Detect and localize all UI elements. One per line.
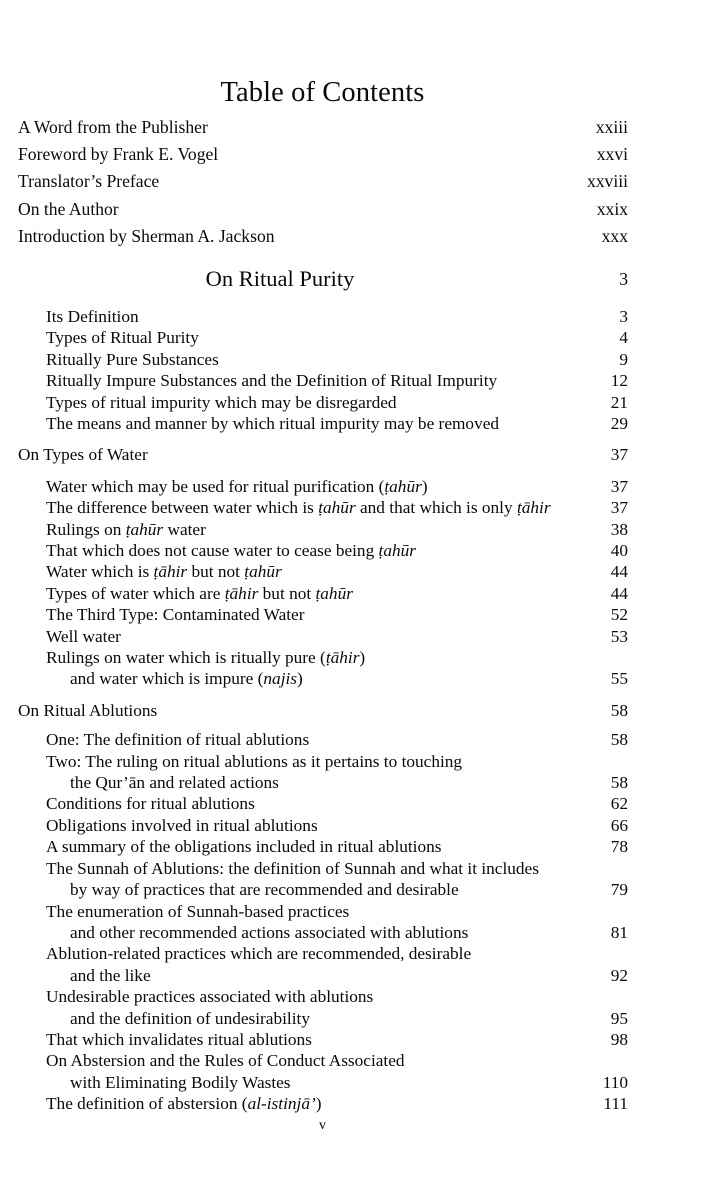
toc-entry-label: Well water <box>46 626 121 646</box>
toc-entry-label: Rulings on ṭahūr water <box>46 519 206 539</box>
toc-entry-label: On the Author <box>18 198 119 219</box>
toc-entry-term: ṭahūr <box>378 541 416 560</box>
toc-entry-label: Water which is ṭāhir but not ṭahūr <box>46 562 282 582</box>
section-heading-row[interactable] <box>0 444 711 465</box>
part-heading-page: 3 <box>619 268 628 289</box>
section-on-ritual-ablutions <box>0 700 711 721</box>
toc-entry-page: 52 <box>610 605 628 625</box>
toc-entry-page: 3 <box>619 306 628 326</box>
toc-entry[interactable] <box>0 729 711 750</box>
toc-entry-label: Foreword by Frank E. Vogel <box>18 144 219 165</box>
spacer <box>0 690 711 700</box>
toc-entry-term: ṭāhir <box>325 648 360 668</box>
toc-entry-page: 53 <box>610 626 628 646</box>
toc-entry-term: al-istinjā’ <box>247 1094 316 1114</box>
toc-entry-term: ṭahūr <box>244 562 282 582</box>
toc-entry-label: Its Definition <box>46 306 139 326</box>
toc-entry-continuation: and the definition of undesirability <box>70 1008 310 1028</box>
toc-entry-page: 44 <box>610 562 628 582</box>
toc-entry[interactable] <box>0 986 711 1029</box>
toc-entry[interactable] <box>0 858 711 901</box>
page-title: Table of Contents <box>220 77 425 108</box>
toc-entry-page: 81 <box>610 922 628 942</box>
toc-entry-label: The Third Type: Contaminated Water <box>46 605 305 625</box>
toc-entry-continuation: with Eliminating Bodily Wastes <box>70 1072 291 1092</box>
section-heading-label: On Ritual Ablutions <box>18 700 158 720</box>
toc-entry-page: 40 <box>610 541 628 560</box>
toc-entry-page: 58 <box>610 730 628 750</box>
toc-entry-term: ṭāhir <box>516 498 551 518</box>
toc-entry-label: The difference between water which is ṭahūr and that which is only ṭāhir <box>46 498 551 518</box>
toc-entry-label: Conditions for ritual ablutions <box>46 794 255 814</box>
toc-entry-label: Rulings on water which is ritually pure (ṭāhir) and water which is impure (najis) <box>46 648 366 689</box>
toc-entry[interactable] <box>0 836 711 857</box>
section-heading-row[interactable] <box>0 700 711 721</box>
toc-entry-label: Two: The ruling on ritual ablutions as it pertains to touching the Qur’ān and related actions <box>46 751 463 793</box>
toc-entry[interactable] <box>0 306 711 327</box>
toc-entry-page: 92 <box>610 965 628 985</box>
section-heading-page: 58 <box>610 700 628 720</box>
toc-entry-label: That which invalidates ritual ablutions <box>46 1029 312 1049</box>
toc-entry-page: 9 <box>619 349 628 369</box>
toc-entry-page: 58 <box>610 773 628 793</box>
water-entry-list <box>0 476 711 690</box>
toc-entry-continuation: the Qur’ān and related actions <box>70 773 279 793</box>
toc-entry-term: ṭahūr <box>384 476 422 496</box>
spacer <box>0 721 711 729</box>
toc-entry[interactable] <box>0 1093 711 1114</box>
toc-entry-page: 78 <box>610 837 628 857</box>
toc-entry-continuation: and water which is impure (najis) <box>70 669 303 689</box>
spacer <box>0 298 711 306</box>
toc-entry[interactable] <box>0 815 711 836</box>
toc-body <box>0 114 711 1115</box>
toc-entry-page: xxviii <box>586 171 628 192</box>
toc-entry[interactable] <box>0 223 711 250</box>
toc-entry-label: Types of ritual impurity which may be disregarded <box>46 392 397 412</box>
toc-entry-page: 62 <box>610 794 628 814</box>
toc-entry[interactable] <box>0 476 711 497</box>
toc-entry-term: ṭahūr <box>315 583 353 603</box>
toc-entry[interactable] <box>0 561 711 582</box>
toc-entry[interactable] <box>0 943 711 986</box>
toc-entry[interactable] <box>0 901 711 944</box>
toc-entry-page: 4 <box>619 328 628 348</box>
toc-entry-page: 44 <box>610 583 628 603</box>
toc-entry-label: Undesirable practices associated with ablutions and the definition of undesirability <box>46 987 374 1028</box>
toc-entry-page: 29 <box>610 413 628 433</box>
toc-entry[interactable] <box>0 1029 711 1050</box>
toc-entry-label: A summary of the obligations included in ritual ablutions <box>46 837 442 857</box>
spacer <box>0 250 711 264</box>
toc-entry-label: The means and manner by which ritual impurity may be removed <box>46 413 500 433</box>
toc-entry[interactable] <box>0 327 711 348</box>
toc-entry-continuation: and the like <box>70 965 151 985</box>
toc-entry[interactable] <box>0 370 711 391</box>
toc-entry-label: Translator’s Preface <box>18 171 160 192</box>
toc-entry-label: The Sunnah of Ablutions: the definition of Sunnah and what it includes by way of practices that are recommended and desirable <box>46 858 539 900</box>
toc-entry[interactable] <box>0 751 711 794</box>
toc-entry[interactable] <box>0 349 711 370</box>
toc-entry-page: xxiii <box>595 117 628 137</box>
spacer <box>0 434 711 444</box>
toc-entry-label: Ritually Pure Substances <box>46 349 219 369</box>
toc-entry-page: 79 <box>610 880 628 900</box>
toc-entry-label: A Word from the Publisher <box>18 117 208 137</box>
toc-entry[interactable] <box>0 1050 711 1093</box>
toc-entry-page: 95 <box>610 1008 628 1028</box>
toc-entry-page: 66 <box>610 815 628 835</box>
toc-entry-page: 38 <box>610 519 628 539</box>
toc-entry-term: ṭahūr <box>318 498 356 518</box>
section-on-types-of-water <box>0 444 711 465</box>
toc-entry-page: 98 <box>610 1029 628 1049</box>
toc-entry-label: The definition of abstersion (al-istinjā’) <box>46 1094 322 1114</box>
toc-entry-label: On Abstersion and the Rules of Conduct Associated with Eliminating Bodily Wastes <box>46 1051 405 1092</box>
toc-entry-label: Obligations involved in ritual ablutions <box>46 815 318 835</box>
toc-entry[interactable] <box>0 519 711 540</box>
toc-entry-page: 37 <box>610 476 628 496</box>
toc-entry-label: The enumeration of Sunnah-based practices and other recommended actions associated with ablutions <box>46 901 469 942</box>
toc-entry-term: ṭāhir <box>224 583 259 603</box>
toc-entry[interactable] <box>0 114 711 141</box>
toc-entry-page: xxvi <box>596 144 628 165</box>
toc-entry[interactable] <box>0 196 711 223</box>
toc-entry-term: ṭāhir <box>153 562 188 582</box>
toc-entry[interactable] <box>0 604 711 625</box>
toc-entry[interactable] <box>0 583 711 604</box>
toc-entry-label: Types of Ritual Purity <box>46 328 199 348</box>
toc-entry-label: Ritually Impure Substances and the Definition of Ritual Impurity <box>46 371 498 391</box>
toc-entry-continuation: and other recommended actions associated with ablutions <box>70 922 469 942</box>
part-heading-label: On Ritual Purity <box>205 265 355 291</box>
toc-entry-label: That which does not cause water to cease being ṭahūr <box>46 541 416 560</box>
toc-entry[interactable] <box>0 647 711 690</box>
ablutions-entry-list <box>0 729 711 1114</box>
toc-entry-term: najis <box>263 669 298 689</box>
toc-entry-page: xxix <box>596 198 628 219</box>
toc-entry-page: 55 <box>610 669 628 689</box>
toc-entry-continuation: by way of practices that are recommended and desirable <box>70 880 459 900</box>
toc-entry[interactable] <box>0 497 711 518</box>
toc-entry[interactable] <box>0 168 711 195</box>
toc-entry-page: 21 <box>610 392 628 412</box>
section-heading-page: 37 <box>610 445 628 465</box>
toc-entry-page: 37 <box>610 498 628 518</box>
section-heading-label: On Types of Water <box>18 445 148 465</box>
toc-entry-label: Introduction by Sherman A. Jackson <box>18 225 275 246</box>
toc-entry-page: 12 <box>610 371 628 391</box>
page-folio: v <box>319 1118 326 1133</box>
toc-entry-page: 111 <box>603 1094 628 1114</box>
toc-entry-label: Ablution-related practices which are recommended, desirable and the like <box>46 944 472 985</box>
toc-entry[interactable] <box>0 793 711 814</box>
toc-entry-term: ṭahūr <box>125 519 164 539</box>
toc-entry[interactable] <box>0 392 711 413</box>
toc-entry-label: Types of water which are ṭāhir but not ṭahūr <box>46 583 353 603</box>
toc-entry[interactable] <box>0 141 711 168</box>
toc-entry[interactable] <box>0 626 711 647</box>
part-heading-ritual-purity[interactable] <box>0 264 711 298</box>
toc-entry[interactable] <box>0 540 711 561</box>
toc-entry[interactable] <box>0 413 711 434</box>
toc-entry-label: One: The definition of ritual ablutions <box>46 730 310 750</box>
toc-entry-page: xxx <box>601 225 628 246</box>
toc-entry-page: 110 <box>602 1072 628 1092</box>
toc-entry-label: Water which may be used for ritual purification (ṭahūr) <box>46 476 428 496</box>
spacer <box>0 466 711 476</box>
front-matter-list <box>0 114 711 250</box>
purity-entry-list <box>0 306 711 434</box>
